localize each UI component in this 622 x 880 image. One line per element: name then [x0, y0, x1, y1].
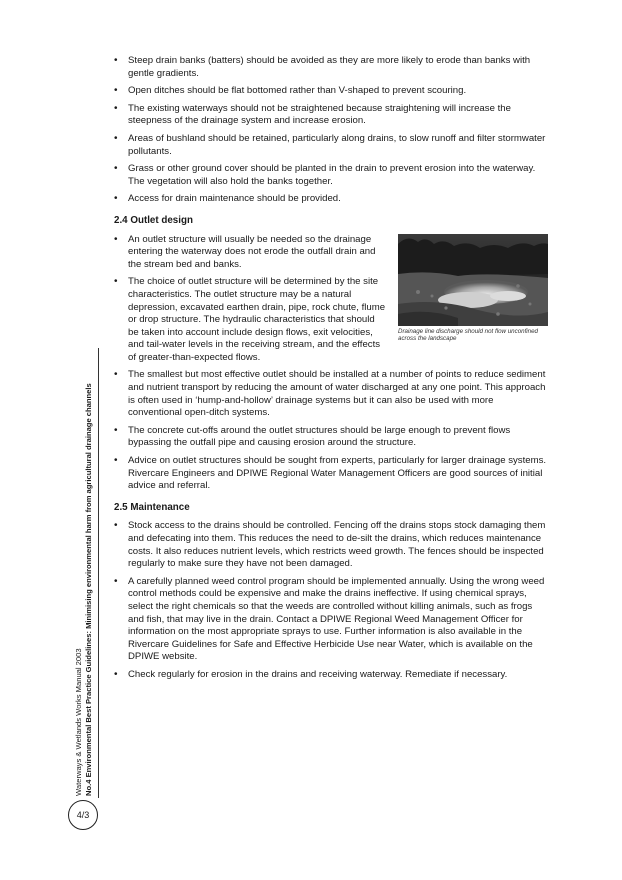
bullet-list-outlet-wide: [114, 369, 549, 492]
figure-caption: Drainage line discharge should not flow unconfined across the landscape: [398, 327, 538, 343]
list-item: • Grass or other ground cover should be planted in the drain to prevent erosion into the waterway. The vegetation will also hold the banks together.: [114, 163, 549, 188]
spine-divider: [98, 348, 99, 798]
list-item: • Areas of bushland should be retained, particularly along drains, to slow runoff and filter stormwater pollutants.: [114, 133, 549, 158]
list-item: • Check regularly for erosion in the drains and receiving waterway. Remediate if necessary.: [114, 669, 549, 682]
drainage-photo: [398, 234, 548, 326]
bullet-list-maintenance: [114, 520, 549, 681]
list-item: • Steep drain banks (batters) should be avoided as they are more likely to erode than banks with gentle gradients.: [114, 55, 549, 80]
list-item: • Access for drain maintenance should be provided.: [114, 193, 549, 206]
list-item: • The choice of outlet structure will be determined by the site characteristics. The outlet structure may be a natural depression, excavated earthen drain, pipe, rock chute, flume or drop structure. The hydraulic characteristics that should be taken into account include design flows, exit velocities, and tail-water levels in the receiving stream, and the effects of greater-than-expected flows.: [114, 276, 386, 364]
spine-manual-title: Waterways & Wetlands Works Manual 2003: [74, 648, 83, 796]
spine-text: [74, 383, 96, 796]
list-item: • The concrete cut-offs around the outlet structures should be large enough to prevent flows bypassing the outfall pipe and causing erosion around the structure.: [114, 425, 549, 450]
list-item: • An outlet structure will usually be needed so the drainage entering the waterway does not erode the outfall drain and the stream bed and banks.: [114, 234, 386, 272]
list-item: • The existing waterways should not be straightened because straightening will increase the steepness of the drainage system and increase erosion.: [114, 103, 549, 128]
list-item: • The smallest but most effective outlet should be installed at a number of points to reduce sediment and nutrient transport by reducing the amount of water discharged at any one point. This approach is often used in ‘hump-and-hollow’ drainage systems but it can also be used with more conventional open-ditch systems.: [114, 369, 549, 419]
list-item: • Stock access to the drains should be controlled. Fencing off the drains stops stock damaging them and defecating into them. This reduces the need to de-silt the drains, which reduces maintenance costs. It also reduces nutrient levels, which restricts weed growth. The fences should be inspected regularly to make sure they have not been damaged.: [114, 520, 549, 570]
page-number: 4/3: [68, 800, 98, 830]
bullet-list-top: [114, 55, 549, 206]
outlet-figure-block: [114, 234, 549, 365]
spine-running-title: [74, 383, 94, 796]
list-item: • Open ditches should be flat bottomed rather than V-shaped to prevent scouring.: [114, 85, 549, 98]
spine-guideline-title: No.4 Environmental Best Practice Guidelines: Minimising environmental harm from agricultural drainage channels: [84, 383, 93, 796]
section-heading-maintenance: 2.5 Maintenance: [114, 501, 190, 513]
page-content: [114, 55, 549, 687]
list-item: • Advice on outlet structures should be sought from experts, particularly for larger drainage systems. Rivercare Engineers and DPIWE Regional Water Management Officers are good sources of initial advice and referral.: [114, 455, 549, 493]
section-heading-outlet-design: 2.4 Outlet design: [114, 214, 193, 226]
figure: [398, 234, 548, 343]
list-item: • A carefully planned weed control program should be implemented annually. Using the wrong weed control methods could be expensive and make the drains ineffective. If using chemical sprays, select the right chemicals so that the weeds are controlled without killing animals, such as frogs and fish, that may live in the drain. Contact a DPIWE Regional Weed Management Officer for information on the most appropriate sprays to use. Further information is also available in the Rivercare Guidelines for Safe and Effective Herbicide Use near Water, which is available on the DPIWE website.: [114, 576, 549, 664]
